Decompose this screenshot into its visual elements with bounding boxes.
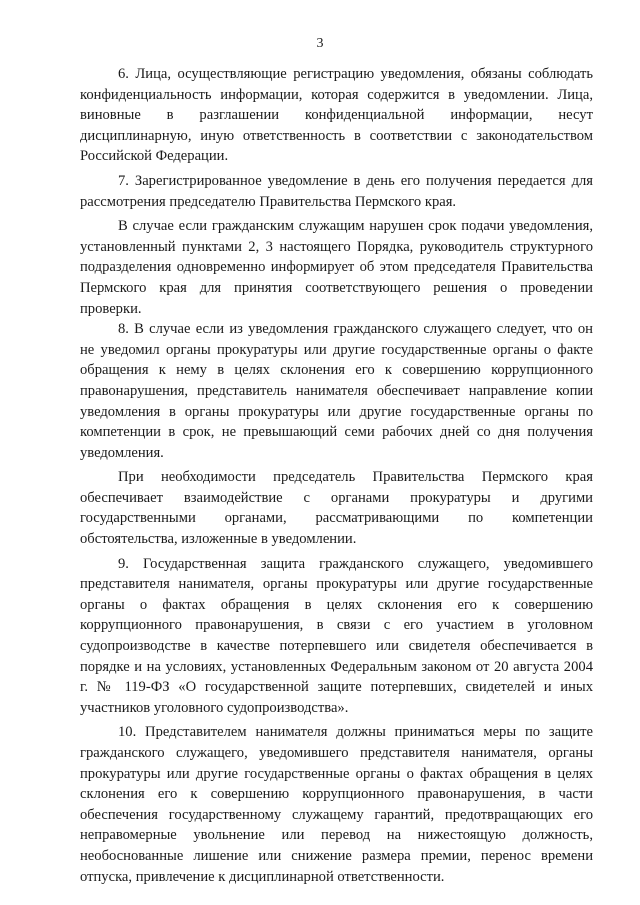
paragraph-8-continuation: При необходимости председатель Правительства Пермского края обеспечивает взаимодействие с органами прокуратуры и другими государственными органами, рассматривающими по компетенции обстоятельства, изложенные в уведомлении. xyxy=(80,469,593,548)
paragraph-8: 8. В случае если из уведомления гражданского служащего следует, что он не уведомил органы прокуратуры или другие государственные органы о факте обращения к нему в целях склонения его к совершению коррупционного правонарушения, представитель нанимателя обеспечивает направление копии уведомления в органы прокуратуры или другие государственные органы по компетенции в срок, не превышающий семи рабочих дней со дня получения уведомления. xyxy=(80,321,593,461)
page-number: 3 xyxy=(316,36,324,51)
paragraph-7-continuation: В случае если гражданским служащим нарушен срок подачи уведомления, установленный пунктами 2, 3 настоящего Порядка, руководитель структурного подразделения одновременно информирует об этом председателя Правительства Пермского края для принятия соответствующего решения о проведении проверки. xyxy=(80,218,593,317)
paragraph-10: 10. Представителем нанимателя должны приниматься меры по защите гражданского служащего, уведомившего представителя нанимателя, органы прокуратуры или другие государственные органы о фактах обращения в целях склонения его к совершению коррупционного правонарушения, в части обеспечения государственному служащему гарантий, предотвращающих его неправомерные увольнение или перевод на нижестоящую должность, необоснованные лишение или снижение размера премии, перенос времени отпуска, привлечение к дисциплинарной ответственности. xyxy=(80,724,593,885)
paragraph-9: 9. Государственная защита гражданского служащего, уведомившего представителя нанимателя, органы прокуратуры или другие государственные органы о фактах обращения в целях склонения его к совершению коррупционного правонарушения, в связи с его участием в уголовном судопроизводстве в качестве потерпевшего или свидетеля обеспечивается в порядке и на условиях, установленных Федеральным законом от 20 августа 2004 г. № 119-ФЗ «О государственной защите потерпевших, свидетелей и иных участников уголовного судопроизводства». xyxy=(80,555,593,716)
paragraph-6: 6. Лица, осуществляющие регистрацию уведомления, обязаны соблюдать конфиденциальность информации, которая содержится в уведомлении. Лица, виновные в разглашении конфиденциальной информации, несут дисциплинарную, иную ответственность в соответствии с законодательством Российской Федерации. xyxy=(80,66,593,165)
document-body xyxy=(80,64,593,887)
paragraph-7: 7. Зарегистрированное уведомление в день его получения передается для рассмотрения председателю Правительства Пермского края. xyxy=(80,172,593,210)
